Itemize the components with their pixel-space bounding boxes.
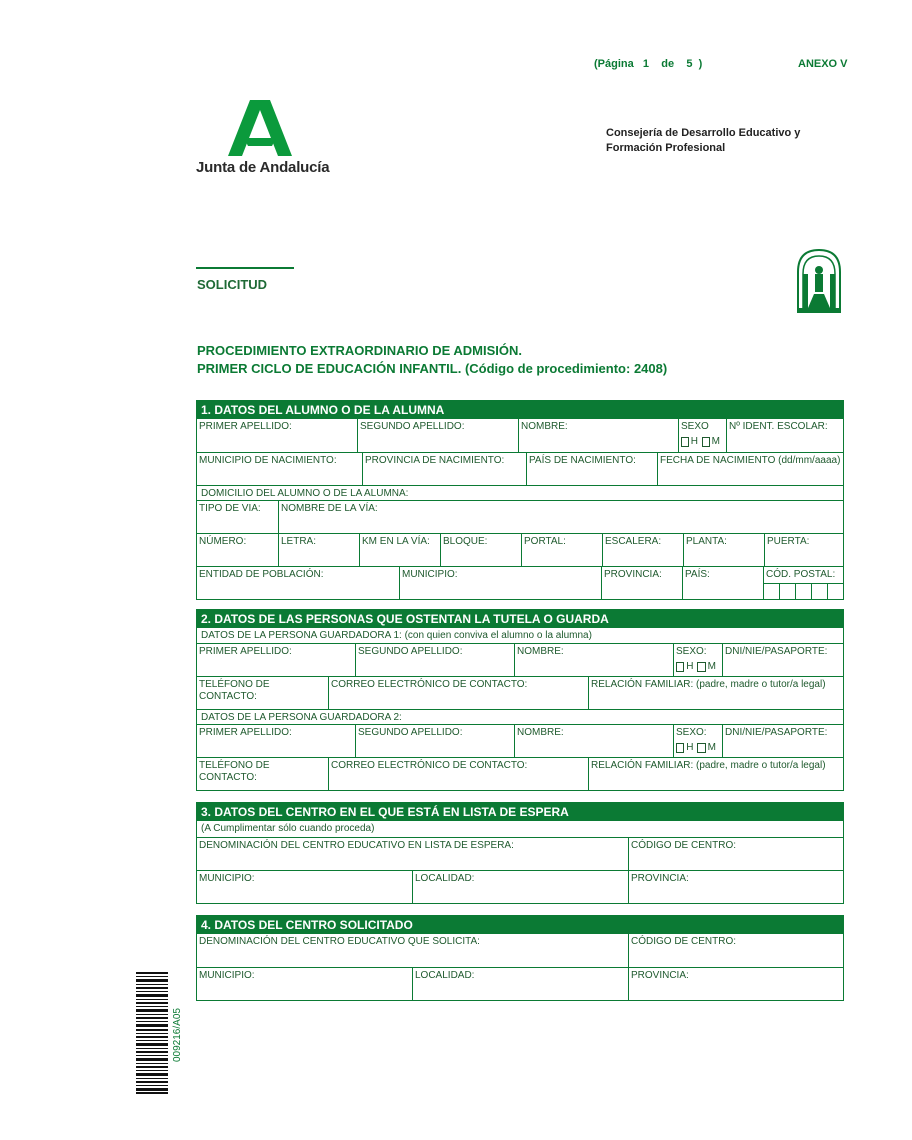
field-label: SEXO xyxy=(681,421,709,432)
s4-localizacion-row xyxy=(197,967,843,1000)
section-centro-solicitado xyxy=(196,915,844,1001)
guardador-2-names-row xyxy=(197,724,843,757)
solicitud-label: SOLICITUD xyxy=(197,277,268,292)
field-label: PAÍS DE NACIMIENTO: xyxy=(529,455,636,466)
consejeria-name: Consejería de Desarrollo Educativo y Formación Profesional xyxy=(606,127,801,154)
guardador-2-heading-row xyxy=(197,709,843,724)
close-paren: ) xyxy=(698,58,703,70)
puerta-field[interactable] xyxy=(764,534,843,566)
sexo-options xyxy=(676,661,720,673)
barcode-icon xyxy=(136,972,168,1094)
logo-text: Junta de Andalucía xyxy=(196,159,330,176)
field-label: NOMBRE: xyxy=(521,421,568,432)
section-3-header: 3. DATOS DEL CENTRO EN EL QUE ESTÁ EN LISTA DE ESPERA xyxy=(197,803,843,821)
sexo-h-checkbox[interactable] xyxy=(681,437,689,447)
municipio-field[interactable] xyxy=(399,567,601,599)
g1-nombre-field[interactable] xyxy=(514,644,673,676)
g2-sexo-field xyxy=(673,725,722,757)
bloque-field[interactable] xyxy=(440,534,521,566)
provincia-field[interactable] xyxy=(601,567,682,599)
field-label: ESCALERA: xyxy=(605,536,662,547)
section-tutela xyxy=(196,609,844,791)
pais-field[interactable] xyxy=(682,567,763,599)
nombre-via-field[interactable] xyxy=(278,501,843,533)
g2-correo-field[interactable] xyxy=(328,758,588,790)
sexo-options xyxy=(676,742,720,754)
guardador-2-contact-row xyxy=(197,757,843,790)
field-label: CÓDIGO DE CENTRO: xyxy=(631,840,737,851)
escalera-field[interactable] xyxy=(602,534,683,566)
field-label: DNI/NIE/PASAPORTE: xyxy=(725,727,828,738)
letra-field[interactable] xyxy=(278,534,359,566)
page-indicator xyxy=(594,58,702,70)
field-label: PROVINCIA: xyxy=(604,569,662,580)
field-label: SEXO: xyxy=(676,727,707,738)
field-label: DNI/NIE/PASAPORTE: xyxy=(725,646,828,657)
field-label: SEGUNDO APELLIDO: xyxy=(358,646,463,657)
tipo-via-field[interactable] xyxy=(197,501,278,533)
field-label: PROVINCIA DE NACIMIENTO: xyxy=(365,455,505,466)
title-line-2: PRIMER CICLO DE EDUCACIÓN INFANTIL. (Código de procedimiento: 2408) xyxy=(197,361,668,376)
field-label: DENOMINACIÓN DEL CENTRO EDUCATIVO EN LISTA DE ESPERA: xyxy=(199,840,514,851)
field-label: PLANTA: xyxy=(686,536,727,547)
s3-localidad-field[interactable] xyxy=(412,871,628,903)
segundo-apellido-field[interactable] xyxy=(357,419,518,452)
field-label: PRIMER APELLIDO: xyxy=(199,421,292,432)
km-field[interactable] xyxy=(359,534,440,566)
entidad-poblacion-field[interactable] xyxy=(197,567,399,599)
section-lista-espera xyxy=(196,802,844,904)
field-label: RELACIÓN FAMILIAR: (padre, madre o tutor/a legal) xyxy=(591,760,826,771)
section-alumno xyxy=(196,400,844,600)
s3-municipio-field[interactable] xyxy=(197,871,412,903)
municipio-nac-field[interactable] xyxy=(197,453,362,485)
via-row xyxy=(197,500,843,533)
g1-sexo-m-checkbox[interactable] xyxy=(697,662,705,672)
sexo-field xyxy=(678,419,726,452)
s3-provincia-field[interactable] xyxy=(628,871,843,903)
s4-provincia-field[interactable] xyxy=(628,968,843,1000)
sexo-h-label: H xyxy=(690,436,698,447)
domicilio-label: DOMICILIO DEL ALUMNO O DE LA ALUMNA: xyxy=(201,488,409,499)
portal-field[interactable] xyxy=(521,534,602,566)
g2-nombre-field[interactable] xyxy=(514,725,673,757)
sexo-m-label: M xyxy=(711,436,720,447)
domicilio-row xyxy=(197,485,843,500)
field-label: NÚMERO: xyxy=(199,536,247,547)
andalucia-emblem-icon xyxy=(794,246,844,314)
field-label: BLOQUE: xyxy=(443,536,488,547)
sexo-options xyxy=(681,436,724,448)
field-label: LOCALIDAD: xyxy=(415,970,475,981)
section-4-header: 4. DATOS DEL CENTRO SOLICITADO xyxy=(197,916,843,934)
field-label: SEXO: xyxy=(676,646,707,657)
de-label: de xyxy=(661,58,675,70)
field-label: MUNICIPIO DE NACIMIENTO: xyxy=(199,455,337,466)
poblacion-row xyxy=(197,566,843,599)
field-label: PROVINCIA: xyxy=(631,873,689,884)
g1-sexo-field xyxy=(673,644,722,676)
sexo-m-label: M xyxy=(707,661,716,672)
g1-sexo-h-checkbox[interactable] xyxy=(676,662,684,672)
guardador-1-names-row xyxy=(197,643,843,676)
nombre-field[interactable] xyxy=(518,419,678,452)
s3-denominacion-field[interactable] xyxy=(197,838,628,870)
cod-postal-boxes xyxy=(764,583,843,599)
page-number: 1 xyxy=(642,58,650,70)
field-label: MUNICIPIO: xyxy=(402,569,458,580)
field-label: ENTIDAD DE POBLACIÓN: xyxy=(199,569,324,580)
nacimiento-row xyxy=(197,452,843,485)
ident-escolar-field[interactable] xyxy=(726,419,843,452)
s4-localidad-field[interactable] xyxy=(412,968,628,1000)
g1-telefono-field[interactable] xyxy=(197,677,328,709)
field-label: PRIMER APELLIDO: xyxy=(199,727,292,738)
cod-postal-field[interactable] xyxy=(763,567,843,599)
primer-apellido-field[interactable] xyxy=(197,419,357,452)
field-label: RELACIÓN FAMILIAR: (padre, madre o tutor/a legal) xyxy=(591,679,826,690)
g1-correo-field[interactable] xyxy=(328,677,588,709)
sexo-h-label: H xyxy=(686,742,694,753)
g2-sexo-m-checkbox[interactable] xyxy=(697,743,705,753)
field-label: TELÉFONO DE CONTACTO: xyxy=(199,679,270,702)
s4-codigo-field[interactable] xyxy=(628,934,843,967)
field-label: TELÉFONO DE CONTACTO: xyxy=(199,760,270,783)
field-label: TIPO DE VIA: xyxy=(199,503,261,514)
g2-dni-field[interactable] xyxy=(722,725,843,757)
pais-nac-field[interactable] xyxy=(526,453,657,485)
g2-primer-apellido-field[interactable] xyxy=(197,725,355,757)
sexo-m-label: M xyxy=(707,742,716,753)
field-label: LOCALIDAD: xyxy=(415,873,475,884)
sexo-h-label: H xyxy=(686,661,694,672)
s4-denominacion-field[interactable] xyxy=(197,934,628,967)
guardador-2-heading: DATOS DE LA PERSONA GUARDADORA 2: xyxy=(201,712,402,723)
s3-note: (A Cumplimentar sólo cuando proceda) xyxy=(201,823,375,834)
field-label: KM EN LA VÍA: xyxy=(362,536,430,547)
field-label: CÓDIGO DE CENTRO: xyxy=(631,936,737,947)
field-label: FECHA DE NACIMIENTO (dd/mm/aaaa) xyxy=(660,455,841,466)
direccion-row xyxy=(197,533,843,566)
field-label: NOMBRE DE LA VÍA: xyxy=(281,503,378,514)
fecha-nac-field[interactable] xyxy=(657,453,843,485)
planta-field[interactable] xyxy=(683,534,764,566)
field-label: DENOMINACIÓN DEL CENTRO EDUCATIVO QUE SOLICITA: xyxy=(199,936,480,947)
junta-logo-icon xyxy=(228,100,292,156)
g1-segundo-apellido-field[interactable] xyxy=(355,644,514,676)
field-label: CORREO ELECTRÓNICO DE CONTACTO: xyxy=(331,679,528,690)
guardador-1-heading-row xyxy=(197,628,843,643)
field-label: NOMBRE: xyxy=(517,727,564,738)
provincia-nac-field[interactable] xyxy=(362,453,526,485)
section-1-header: 1. DATOS DEL ALUMNO O DE LA ALUMNA xyxy=(197,401,843,419)
field-label: MUNICIPIO: xyxy=(199,970,255,981)
s3-codigo-field[interactable] xyxy=(628,838,843,870)
field-label: MUNICIPIO: xyxy=(199,873,255,884)
total-pages: 5 xyxy=(686,58,693,70)
field-label: PRIMER APELLIDO: xyxy=(199,646,292,657)
g2-sexo-h-checkbox[interactable] xyxy=(676,743,684,753)
solicitud-divider xyxy=(196,267,294,269)
g1-relacion-field[interactable] xyxy=(588,677,843,709)
guardador-1-contact-row xyxy=(197,676,843,709)
section-2-header: 2. DATOS DE LAS PERSONAS QUE OSTENTAN LA TUTELA O GUARDA xyxy=(197,610,843,628)
s4-municipio-field[interactable] xyxy=(197,968,412,1000)
field-label: PROVINCIA: xyxy=(631,970,689,981)
field-label: PAÍS: xyxy=(685,569,710,580)
field-label: PORTAL: xyxy=(524,536,566,547)
s3-note-row xyxy=(197,821,843,837)
sexo-m-checkbox[interactable] xyxy=(702,437,710,447)
g2-telefono-field[interactable] xyxy=(197,758,328,790)
field-label: CÓD. POSTAL: xyxy=(766,569,836,580)
pagina-label: (Página xyxy=(594,58,634,70)
field-label: SEGUNDO APELLIDO: xyxy=(360,421,465,432)
guardador-1-heading: DATOS DE LA PERSONA GUARDADORA 1: (con quien conviva el alumno o la alumna) xyxy=(201,630,592,641)
g2-relacion-field[interactable] xyxy=(588,758,843,790)
field-label: NOMBRE: xyxy=(517,646,564,657)
field-label: Nº IDENT. ESCOLAR: xyxy=(729,421,828,432)
s3-localizacion-row xyxy=(197,870,843,903)
g1-primer-apellido-field[interactable] xyxy=(197,644,355,676)
s4-centro-row xyxy=(197,934,843,967)
field-label: CORREO ELECTRÓNICO DE CONTACTO: xyxy=(331,760,528,771)
g1-dni-field[interactable] xyxy=(722,644,843,676)
title-line-1: PROCEDIMIENTO EXTRAORDINARIO DE ADMISIÓN. xyxy=(197,343,523,358)
g2-segundo-apellido-field[interactable] xyxy=(355,725,514,757)
numero-field[interactable] xyxy=(197,534,278,566)
barcode-number: 009216/A05 xyxy=(172,1008,183,1062)
alumno-names-row xyxy=(197,419,843,452)
field-label: PUERTA: xyxy=(767,536,810,547)
field-label: LETRA: xyxy=(281,536,317,547)
s3-centro-row xyxy=(197,837,843,870)
field-label: SEGUNDO APELLIDO: xyxy=(358,727,463,738)
anexo-label: ANEXO V xyxy=(798,58,848,70)
